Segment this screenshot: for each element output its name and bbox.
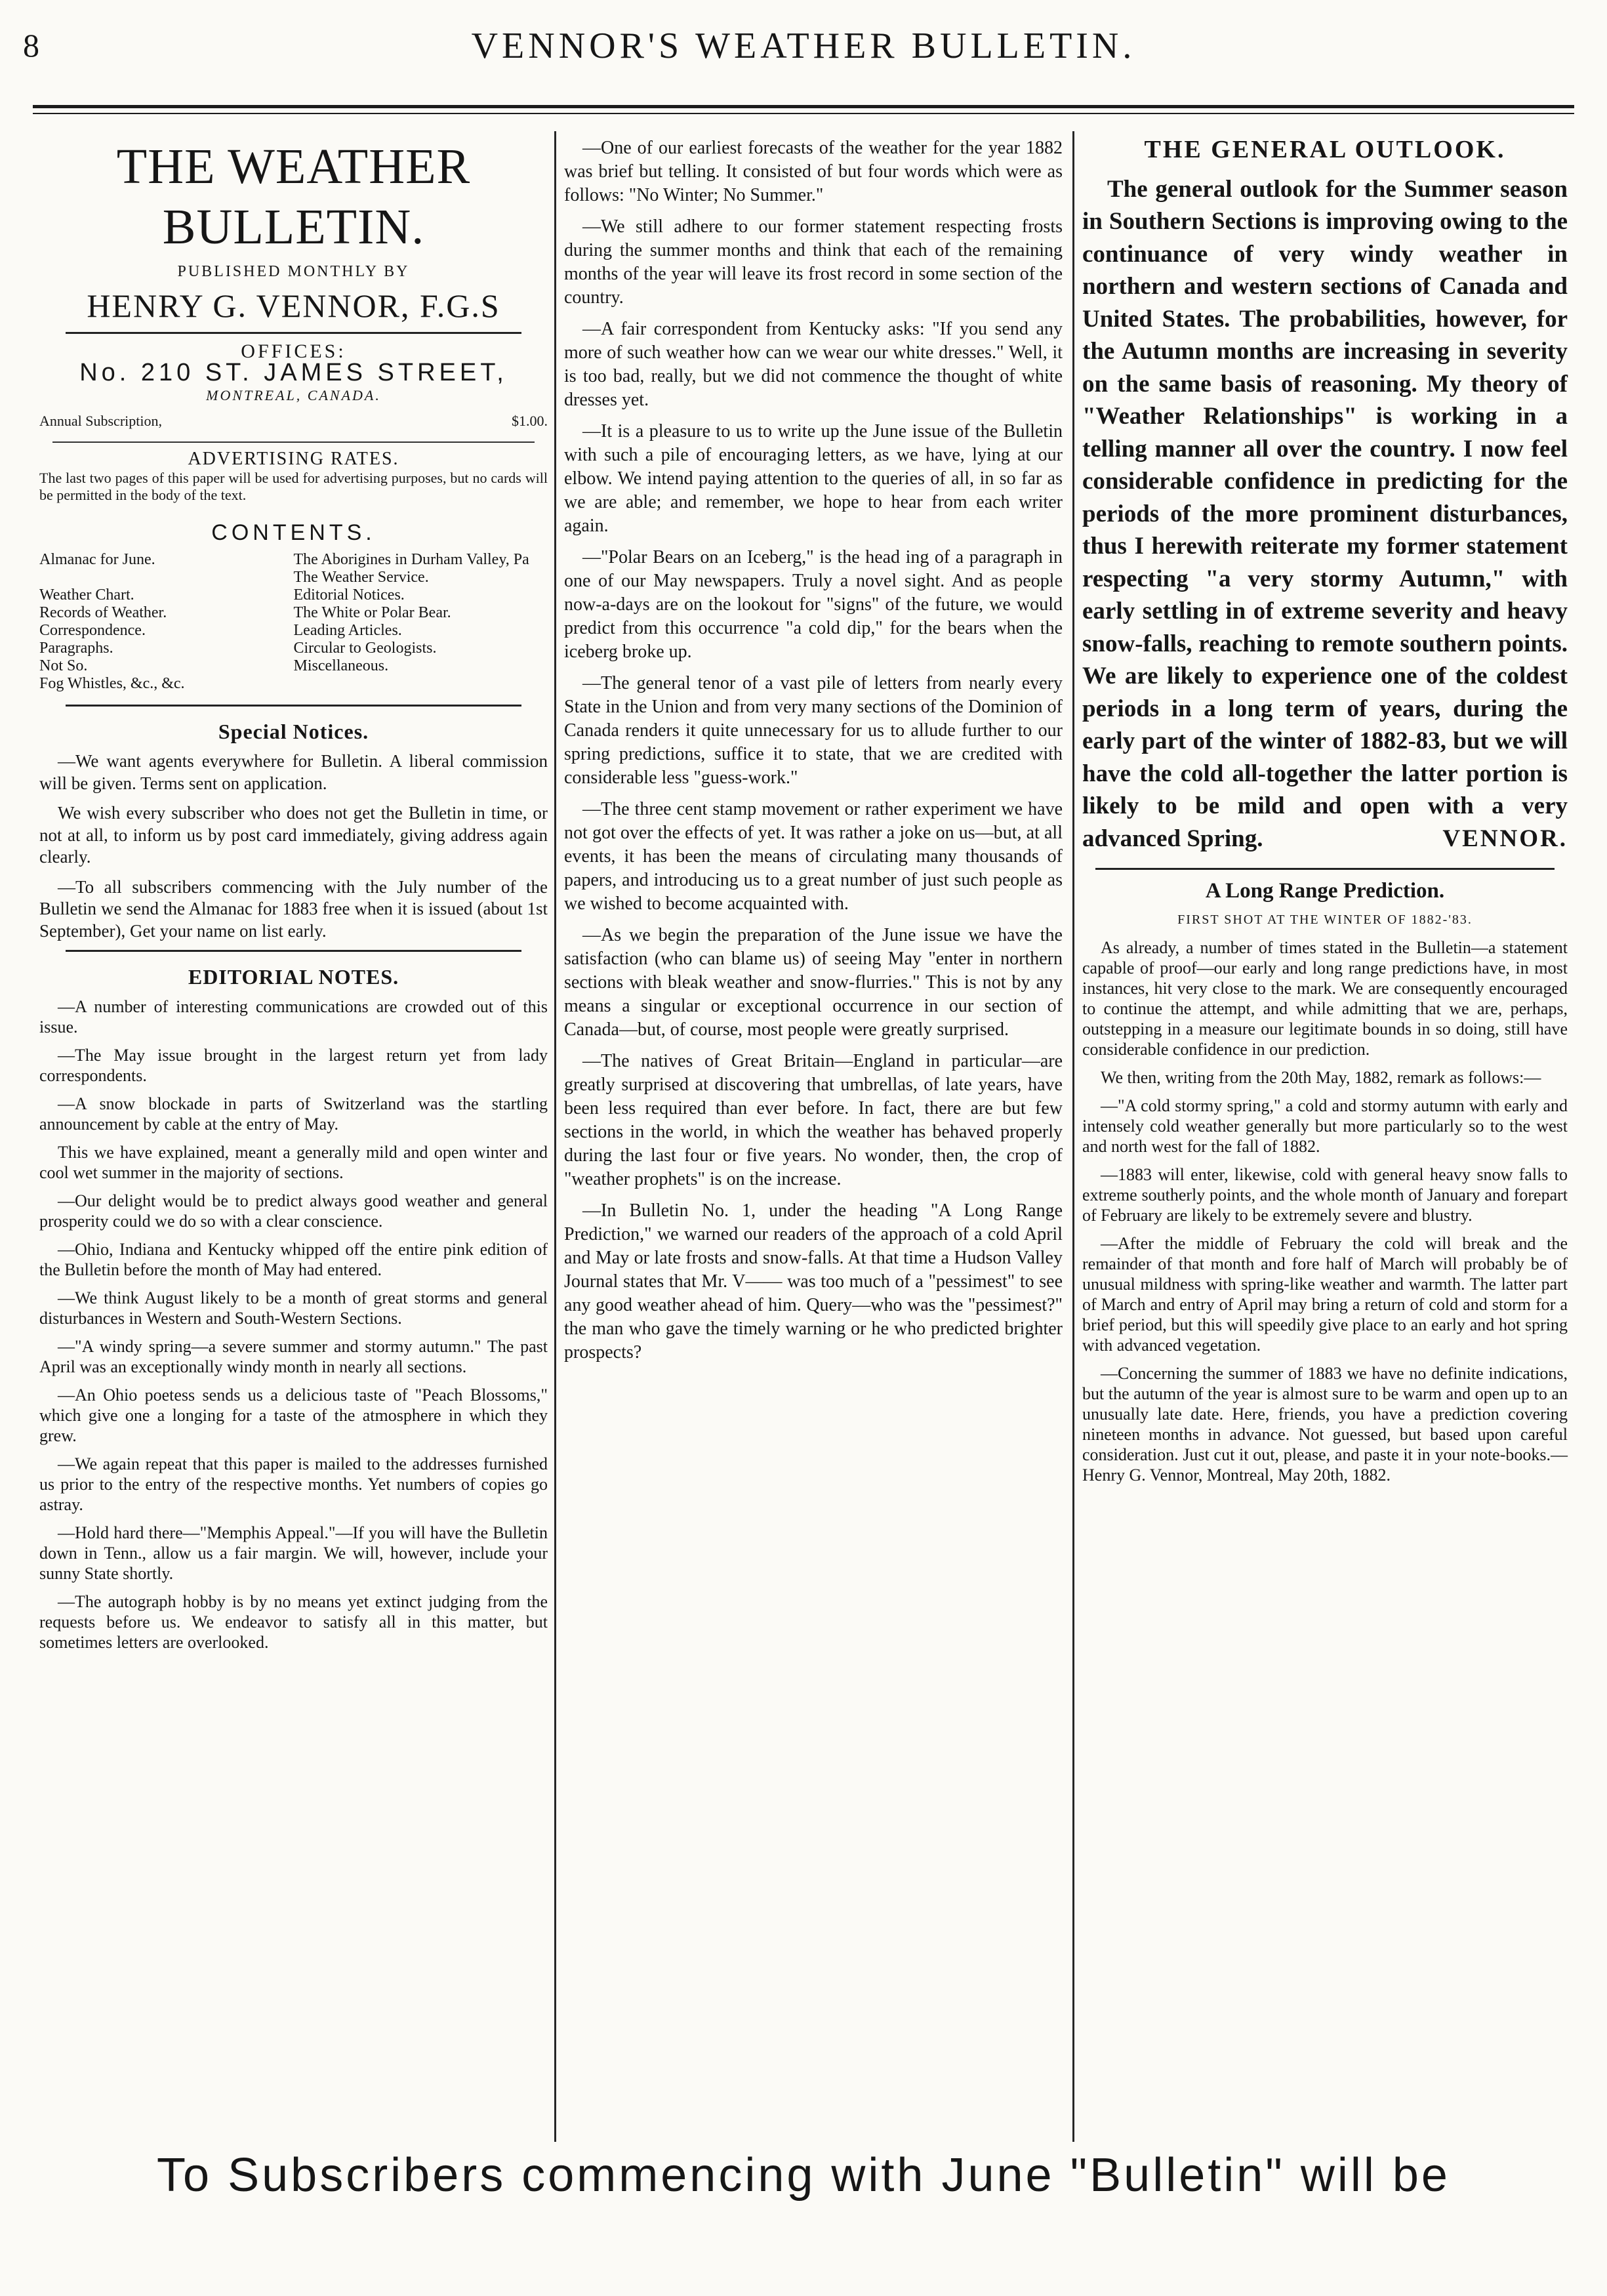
paragraph: —The three cent stamp movement or rather experiment we have not got over the effects of yet. It was rather a joke on us—but, at all events, it has been the means of circulating many thousands of papers, and introducing us to a great number of just such people as we wished to become acquainted with. <box>564 799 1063 914</box>
outlook-signature: VENNOR. <box>1442 825 1568 852</box>
offices-heading: OFFICES: <box>241 340 346 362</box>
paragraph: This we have explained, meant a generally mild and open winter and cool wet summer in the majority of sections. <box>39 1142 548 1182</box>
page-number: 8 <box>23 27 39 64</box>
paragraph: —Concerning the summer of 1883 we have no definite indications, but the autumn of the year is almost sure to be warm and open up to an unusually late date. Here, friends, you have a prediction covering nineteen months in advance. Not guessed, but based upon careful consideration. Just cut it out, please, and paste it in your note-books.—Henry G. Vennor, Montreal, May 20th, 1882. <box>1082 1364 1568 1485</box>
editorial-body <box>39 996 548 1652</box>
long-range-subheading: FIRST SHOT AT THE WINTER OF 1882-'83. <box>1177 912 1473 927</box>
header-rule <box>33 105 1574 108</box>
paragraph: —"Polar Bears on an Iceberg," is the head ing of a paragraph in one of our May newspapers. Truly a novel sight. And as people now-a-days are on the lookout for "signs" of the future, we would predict from this occurrence "a cold dip," for the bears when the iceberg broke up. <box>564 547 1063 662</box>
running-title: VENNOR'S WEATHER BULLETIN. <box>471 26 1136 66</box>
advertising-text: The last two pages of this paper will be used for advertising purposes, but no cards will be permitted in the body of the text. <box>39 470 548 503</box>
paragraph: —"A windy spring—a severe summer and stormy autumn." The past April was an exceptionally windy month in nearly all sections. <box>39 1336 548 1376</box>
header-rule-thin <box>33 113 1574 114</box>
special-notices-heading: Special Notices. <box>218 719 369 743</box>
column-rule-1 <box>554 131 556 2142</box>
contents-item: Fog Whistles, &c., &c. <box>39 674 185 692</box>
masthead-title: THE WEATHER BULLETIN. <box>116 139 471 255</box>
long-range-heading: A Long Range Prediction. <box>1205 879 1445 903</box>
contents-item: Records of Weather. <box>39 604 167 621</box>
contents-item: Circular to Geologists. <box>293 639 437 657</box>
long-range-body <box>1082 937 1568 1485</box>
paragraph: —An Ohio poetess sends us a delicious taste of "Peach Blossoms," which give one a longing for a taste of the atmosphere in which they grew. <box>39 1385 548 1445</box>
contents-item: Paragraphs. <box>39 639 113 657</box>
divider <box>1095 868 1555 870</box>
contents-item: Weather Chart. <box>39 586 134 604</box>
contents-item: The Weather Service. <box>293 568 429 586</box>
paragraph: We then, writing from the 20th May, 1882, remark as follows:— <box>1101 1068 1541 1087</box>
paragraph: —In Bulletin No. 1, under the heading "A Long Range Prediction," we warned our readers of the approach of a cold April and May or late frosts and snow-falls. At that time a Hudson Valley Journal states that Mr. V—— was too much of a "pessimest" to see any good weather ahead of him. Query—who was the "pessimest?" the man who gave the timely warning or he who predicted brighter prospects? <box>564 1200 1063 1363</box>
contents-item: Not So. <box>39 657 88 674</box>
subscription-line <box>39 406 548 436</box>
divider <box>66 950 521 952</box>
subscription-label: Annual Subscription, <box>39 413 162 429</box>
paragraph: —We think August likely to be a month of great storms and general disturbances in Western and South-Western Sections. <box>39 1288 548 1328</box>
editorial-heading: EDITORIAL NOTES. <box>188 965 399 989</box>
paragraph: —1883 will enter, likewise, cold with general heavy snow falls to extreme southerly points, and the whole month of January and forepart of February are likely to be extremely severe and blustry. <box>1082 1165 1568 1225</box>
contents-item: The Aborigines in Durham Valley, Pa <box>293 550 529 568</box>
column-middle <box>564 136 1063 1372</box>
paragraph: —The autograph hobby is by no means yet extinct judging from the requests before us. We endeavor to satisfy all in this matter, but sometimes letters are overlooked. <box>39 1591 548 1652</box>
paragraph: —We want agents everywhere for Bulletin. A liberal commission will be given. Terms sent on application. <box>39 751 548 793</box>
contents-heading: CONTENTS. <box>211 520 376 545</box>
paragraph: —As we begin the preparation of the June issue we have the satisfaction (who can blame us) of seeing May "enter in northern sections with bleak weather and snow-flurries." This is not by any means a singular or exceptional occurrence in our section of Canada—but, of course, most people were greatly surprised. <box>564 925 1063 1040</box>
paragraph: —It is a pleasure to us to write up the June issue of the Bulletin with such a pile of encouraging letters, as we have, lying at our elbow. We intend paying attention to the queries of all, in so far as we are able; and remember, we hope to hear from each writer again. <box>564 421 1063 536</box>
advertising-heading: ADVERTISING RATES. <box>188 448 399 469</box>
office-city: MONTREAL, CANADA. <box>206 386 381 403</box>
paragraph: —To all subscribers commencing with the July number of the Bulletin we send the Almanac for 1883 free when it is issued (about 1st September), Get your name on list early. <box>39 876 548 941</box>
published-by: PUBLISHED MONTHLY BY <box>177 263 410 280</box>
contents-item: Almanac for June. <box>39 550 155 568</box>
paragraph: —A number of interesting communications are crowded out of this issue. <box>39 996 548 1036</box>
paragraph: —One of our earliest forecasts of the weather for the year 1882 was brief but telling. It consisted of but four words which were as follows: "No Winter; No Summer." <box>564 138 1063 205</box>
paragraph: As already, a number of times stated in the Bulletin—a statement capable of proof—our early and long range predictions have, in most instances, hit very close to the mark. We are consequently encouraged to continue the attempt, and while admitting that we are, perhaps, outstepping in a measure our legitimate bounds in so doing, still have considerable confidence in our prediction. <box>1082 938 1568 1059</box>
paragraph: —"A cold stormy spring," a cold and stormy autumn with early and intensely cold weather generally but more particularly so to the west and north west for the fall of 1882. <box>1082 1096 1568 1156</box>
paragraph: —A fair correspondent from Kentucky asks: "If you send any more of such weather how can we wear our white dresses." Well, it is too bad, really, but we did not commence the thought of white dresses yet. <box>564 319 1063 410</box>
outlook-heading: THE GENERAL OUTLOOK. <box>1144 136 1506 163</box>
outlook-text: The general outlook for the Summer season in Southern Sections is improving owing to the continuance of very windy weather in northern and western sections of Canada and United States. The probabilities, however, for the Autumn months are increasing in severity on the same basis of reasoning. My theory of "Weather Relationships" is working in a telling manner all over the country. I now feel considerable confidence in predicting for the periods of the more prominent disturbances, thus I herewith reiterate my former statement respecting "a very stormy Autumn," with early settling in of extreme severity and heavy snow-falls, reaching to remote southern points. We are likely to experience one of the coldest periods in a long term of years, during the early part of the winter of 1882-83, but we will have the cold all-together the latter portion is likely to be mild and open with a very advanced Spring. <box>1082 175 1568 852</box>
contents-left <box>39 551 294 693</box>
contents-item: Miscellaneous. <box>293 657 389 674</box>
contents-item: Leading Articles. <box>293 621 402 639</box>
editor-name: HENRY G. VENNOR, F.G.S <box>87 287 500 324</box>
column-right <box>1082 136 1568 1493</box>
paragraph: —We still adhere to our former statement respecting frosts during the summer months and think that each of the remaining months of the year will leave its frost record in some section of the country. <box>564 216 1063 308</box>
paragraph: —Ohio, Indiana and Kentucky whipped off the entire pink edition of the Bulletin before the month of May had entered. <box>39 1239 548 1279</box>
contents-item: Correspondence. <box>39 621 146 639</box>
divider <box>66 705 521 707</box>
contents-item: The White or Polar Bear. <box>293 604 451 621</box>
paragraph: —We again repeat that this paper is mailed to the addresses furnished us prior to the entry of the respective months. Yet numbers of copies go astray. <box>39 1454 548 1514</box>
paragraph: —Hold hard there—"Memphis Appeal."—If you will have the Bulletin down in Tenn., allow us a fair margin. We will, however, include your sunny State shortly. <box>39 1523 548 1583</box>
divider <box>52 441 535 443</box>
contents-item: Editorial Notices. <box>293 586 405 604</box>
paragraph: —The general tenor of a vast pile of letters from nearly every State in the Union and from very many sections of the Dominion of Canada renders it quite unnecessary for us to allude further to our spring predictions, suffice it to state, that we are credited with considerable less "guess-work." <box>564 673 1063 788</box>
office-address: No. 210 ST. JAMES STREET, <box>79 359 508 386</box>
footer-line: To Subscribers commencing with June "Bulletin" will be <box>157 2149 1450 2202</box>
subscription-price: $1.00. <box>512 413 548 429</box>
paragraph: —Our delight would be to predict always good weather and general prosperity could we do so with a clear conscience. <box>39 1191 548 1231</box>
contents-right <box>294 551 548 693</box>
paragraph: —After the middle of February the cold will break and the remainder of that month and fore half of March will probably be of unusual mildness with spring-like weather and warmth. The latter part of March and entry of April may bring a return of cold and storm for a brief period, but this will speedily give place to an early and hot spring with advanced vegetation. <box>1082 1234 1568 1355</box>
column-left <box>39 136 548 1660</box>
paragraph: —The May issue brought in the largest return yet from lady correspondents. <box>39 1045 548 1085</box>
column-rule-2 <box>1072 131 1074 2142</box>
divider <box>66 332 521 334</box>
paragraph: We wish every subscriber who does not get the Bulletin in time, or not at all, to inform us by post card immediately, giving address again clearly. <box>39 803 548 867</box>
contents-table <box>39 551 548 693</box>
paragraph: —A snow blockade in parts of Switzerland was the startling announcement by cable at the entry of May. <box>39 1094 548 1134</box>
paragraph: —The natives of Great Britain—England in particular—are greatly surprised at discovering that umbrellas, of late years, have been less required than ever before. In fact, there are but few sections in the world, in which the weather has behaved properly during the last four or five years. No wonder, then, the crop of "weather prophets" is on the increase. <box>564 1051 1063 1189</box>
outlook-body <box>1082 173 1568 855</box>
